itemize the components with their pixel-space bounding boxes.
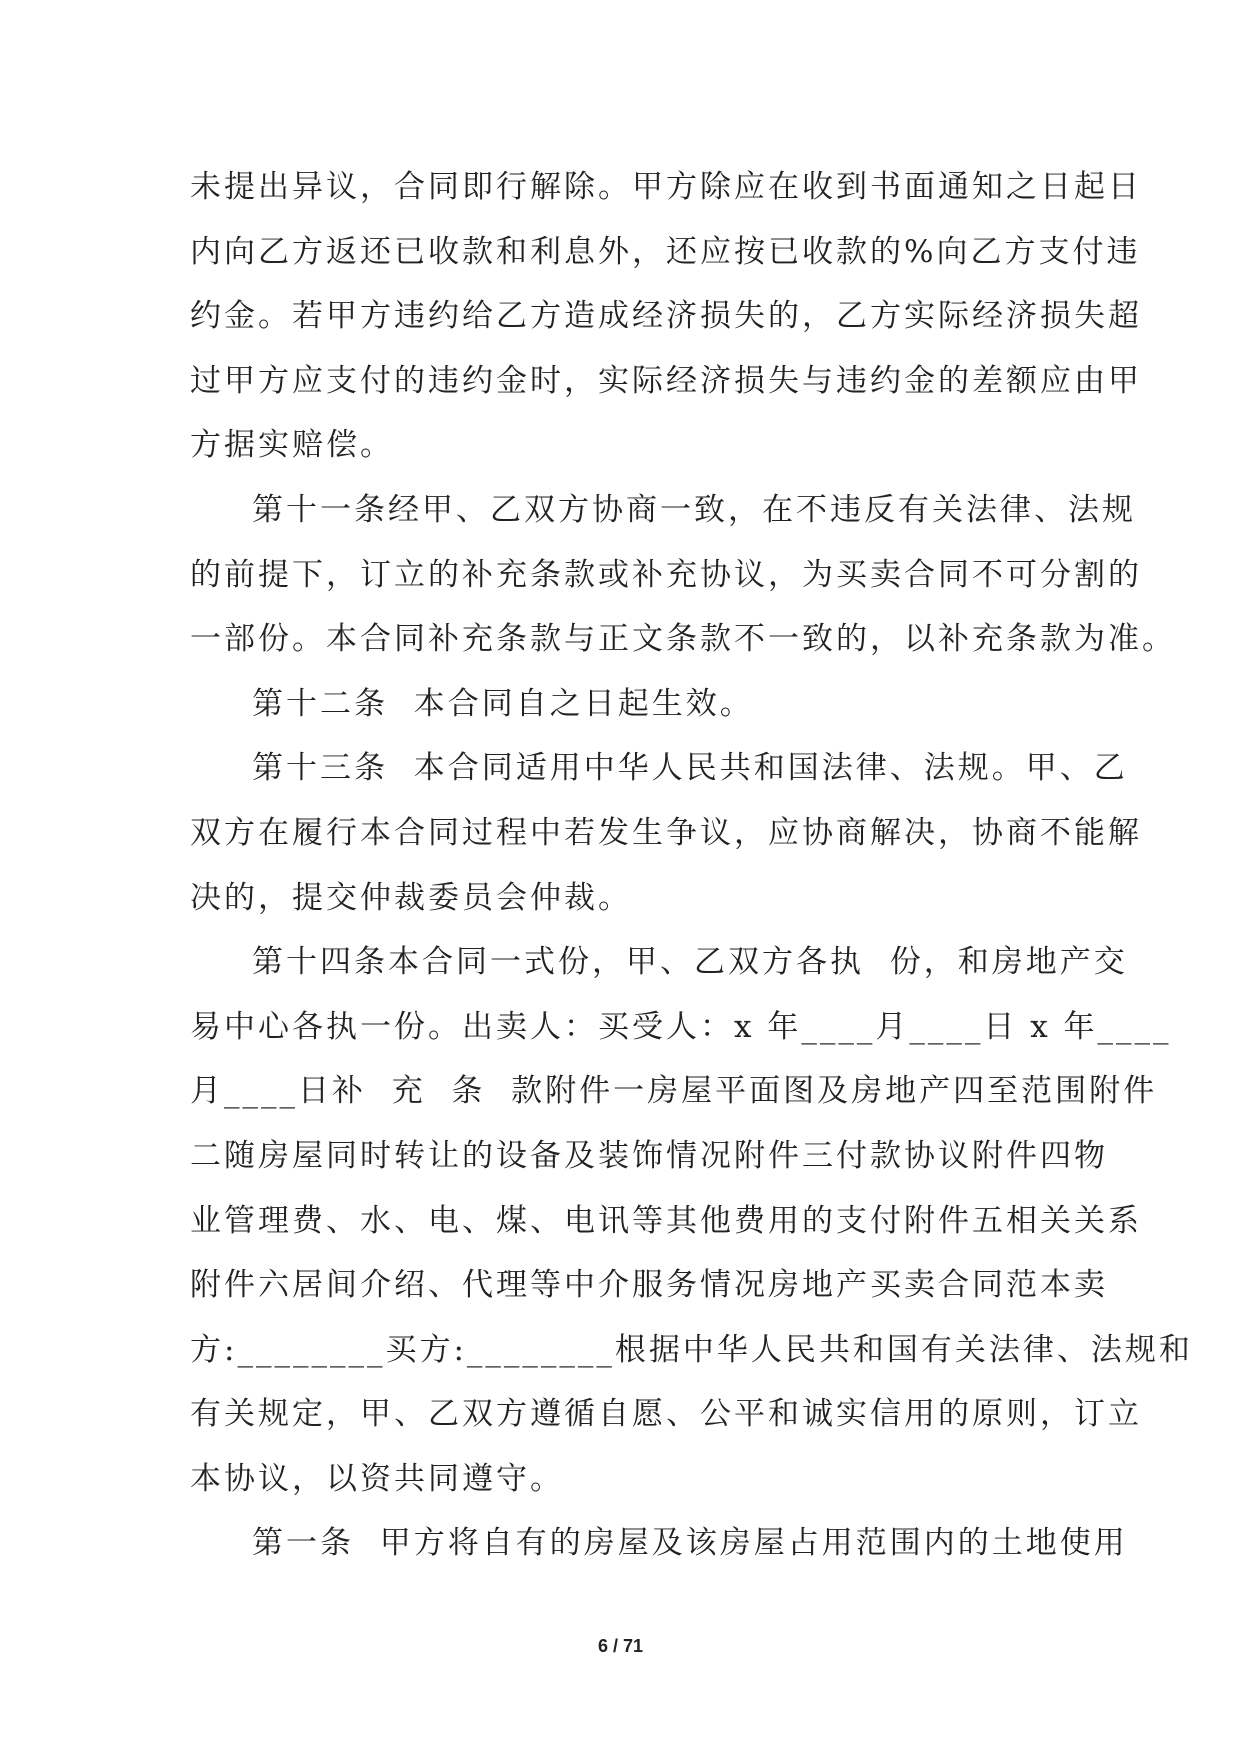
text-line: 第十二条 本合同自之日起生效。	[252, 685, 754, 722]
text-line: 约金。若甲方违约给乙方造成经济损失的，乙方实际经济损失超	[190, 298, 1142, 335]
text-line: 业管理费、水、电、煤、电讯等其他费用的支付附件五相关关系	[190, 1202, 1142, 1239]
text-line: 一部份。本合同补充条款与正文条款不一致的，以补充条款为准。	[190, 621, 1176, 658]
text-line: 二随房屋同时转让的设备及装饰情况附件三付款协议附件四物	[190, 1137, 1108, 1174]
text-line: 第一条 甲方将自有的房屋及该房屋占用范围内的土地使用	[252, 1525, 1128, 1562]
text-line: 附件六居间介绍、代理等中介服务情况房地产买卖合同范本卖	[190, 1267, 1108, 1304]
text-line: 第十一条经甲、乙双方协商一致，在不违反有关法律、法规	[252, 491, 1136, 528]
text-line: 月____日补 充 条 款附件一房屋平面图及房地产四至范围附件	[190, 1073, 1158, 1110]
text-line: 易中心各执一份。出卖人：买受人：x 年____月____日 x 年____	[190, 1008, 1172, 1045]
text-line: 方据实赔偿。	[190, 427, 394, 464]
text-line: 方:________买方:________根据中华人民共和国有关法律、法规和	[190, 1331, 1193, 1368]
text-line: 的前提下，订立的补充条款或补充协议，为买卖合同不可分割的	[190, 556, 1142, 593]
document-body	[190, 155, 1193, 1576]
page-number: 6 / 71	[597, 1636, 644, 1656]
text-line: 第十三条 本合同适用中华人民共和国法律、法规。甲、乙	[252, 750, 1128, 787]
text-line: 内向乙方返还已收款和利息外，还应按已收款的%向乙方支付违	[190, 233, 1141, 270]
text-line: 第十四条本合同一式份，甲、乙双方各执 份，和房地产交	[252, 944, 1128, 981]
text-line: 决的，提交仲裁委员会仲裁。	[190, 879, 632, 916]
text-line: 双方在履行本合同过程中若发生争议，应协商解决，协商不能解	[190, 814, 1142, 851]
text-line: 本协议，以资共同遵守。	[190, 1460, 564, 1497]
text-line: 有关规定，甲、乙双方遵循自愿、公平和诚实信用的原则，订立	[190, 1396, 1142, 1433]
text-line: 过甲方应支付的违约金时，实际经济损失与违约金的差额应由甲	[190, 362, 1142, 399]
text-line: 未提出异议，合同即行解除。甲方除应在收到书面通知之日起日	[190, 169, 1142, 205]
